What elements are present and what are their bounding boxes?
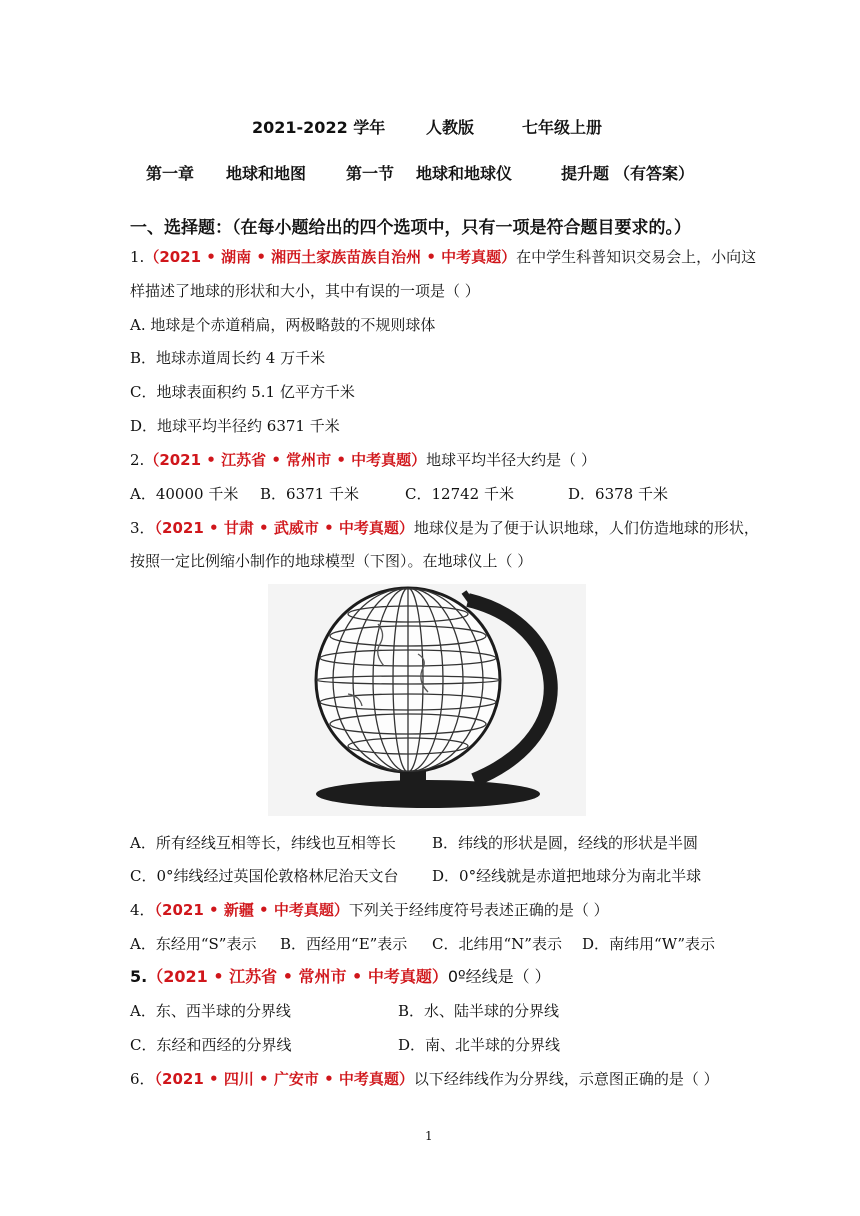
option-d: D．南、北半球的分界线 <box>398 1036 561 1054</box>
question-5 <box>130 967 551 987</box>
option-d: D．南纬用“W”表示 <box>582 935 716 953</box>
question-text: 地球仪是为了便于认识地球，人们仿造地球的形状， <box>413 519 759 537</box>
option-a: A．40000 千米 <box>130 485 239 503</box>
header-chapter: 第一章 <box>146 164 195 183</box>
question-text: 0º经线是（ ） <box>447 967 551 986</box>
question-number: 4． <box>130 901 155 919</box>
question-4 <box>130 900 609 920</box>
globe-base <box>316 780 540 808</box>
page-number: 1 <box>425 1129 433 1143</box>
header-chapter-name: 地球和地图 <box>226 164 307 183</box>
option-a: A．所有经线互相等长，纬线也互相等长 <box>130 834 396 852</box>
question-number: 3． <box>130 519 155 537</box>
option-b: B．纬线的形状是圆，经线的形状是半圆 <box>432 834 699 852</box>
question-source: （2021 • 江苏省 • 常州市 • 中考真题） <box>147 967 448 986</box>
header-section-name: 地球和地球仪 <box>416 164 513 183</box>
option-a: A. 地球是个赤道稍扁，两极略鼓的不规则球体 <box>130 316 436 334</box>
option-a: A．东、西半球的分界线 <box>130 1002 291 1020</box>
option-b: B．地球赤道周长约 4 万千米 <box>130 349 326 367</box>
option-c: C．0°纬线经过英国伦敦格林尼治天文台 <box>130 867 399 885</box>
option-b: B．西经用“E”表示 <box>280 935 408 953</box>
question-2 <box>130 450 596 470</box>
question-1-text-cont: 样描述了地球的形状和大小，其中有误的一项是（ ） <box>130 282 480 300</box>
option-c: C．东经和西经的分界线 <box>130 1036 292 1054</box>
question-number: 1. <box>130 248 145 266</box>
question-3 <box>130 518 759 538</box>
question-source: （2021 • 新疆 • 中考真题） <box>154 901 349 919</box>
question-text: 在中学生科普知识交易会上，小向这 <box>516 248 757 266</box>
question-6 <box>130 1069 719 1089</box>
header-section: 第一节 <box>346 164 395 183</box>
option-d: D．0°经线就是赤道把地球分为南北半球 <box>432 867 702 885</box>
question-text: 下列关于经纬度符号表述正确的是（ ） <box>348 901 609 919</box>
section-heading: 一、选择题：（在每小题给出的四个选项中，只有一项是符合题目要求的。） <box>130 218 691 238</box>
question-source: （2021 • 四川 • 广安市 • 中考真题） <box>154 1070 414 1088</box>
header-edition: 人教版 <box>426 118 475 137</box>
question-number: 6． <box>130 1070 155 1088</box>
question-text: 以下经纬线作为分界线，示意图正确的是（ ） <box>413 1070 719 1088</box>
question-source: （2021 • 湖南 • 湘西土家族苗族自治州 • 中考真题） <box>144 248 517 266</box>
option-c: C．12742 千米 <box>405 485 514 503</box>
question-3-text-cont: 按照一定比例缩小制作的地球模型（下图）。在地球仪上（ ） <box>130 552 533 570</box>
header-year: 2021-2022 学年 <box>252 118 386 137</box>
option-c: C．地球表面积约 5.1 亿平方千米 <box>130 383 355 401</box>
option-d: D．地球平均半径约 6371 千米 <box>130 417 340 435</box>
question-text: 地球平均半径大约是（ ） <box>426 451 596 469</box>
header-grade: 七年级上册 <box>522 118 603 137</box>
option-d: D．6378 千米 <box>568 485 668 503</box>
question-source: （2021 • 江苏省 • 常州市 • 中考真题） <box>144 451 427 469</box>
question-1 <box>130 247 756 267</box>
option-b: B．6371 千米 <box>260 485 359 503</box>
question-number: 2. <box>130 451 145 469</box>
header-level: 提升题 <box>561 164 610 183</box>
option-b: B．水、陆半球的分界线 <box>398 1002 560 1020</box>
header-answer-note: （有答案） <box>614 164 695 183</box>
question-source: （2021 • 甘肃 • 武威市 • 中考真题） <box>154 519 414 537</box>
option-a: A．东经用“S”表示 <box>130 935 257 953</box>
option-c: C．北纬用“N”表示 <box>432 935 562 953</box>
question-number: 5. <box>130 967 148 986</box>
globe-image <box>268 584 586 816</box>
